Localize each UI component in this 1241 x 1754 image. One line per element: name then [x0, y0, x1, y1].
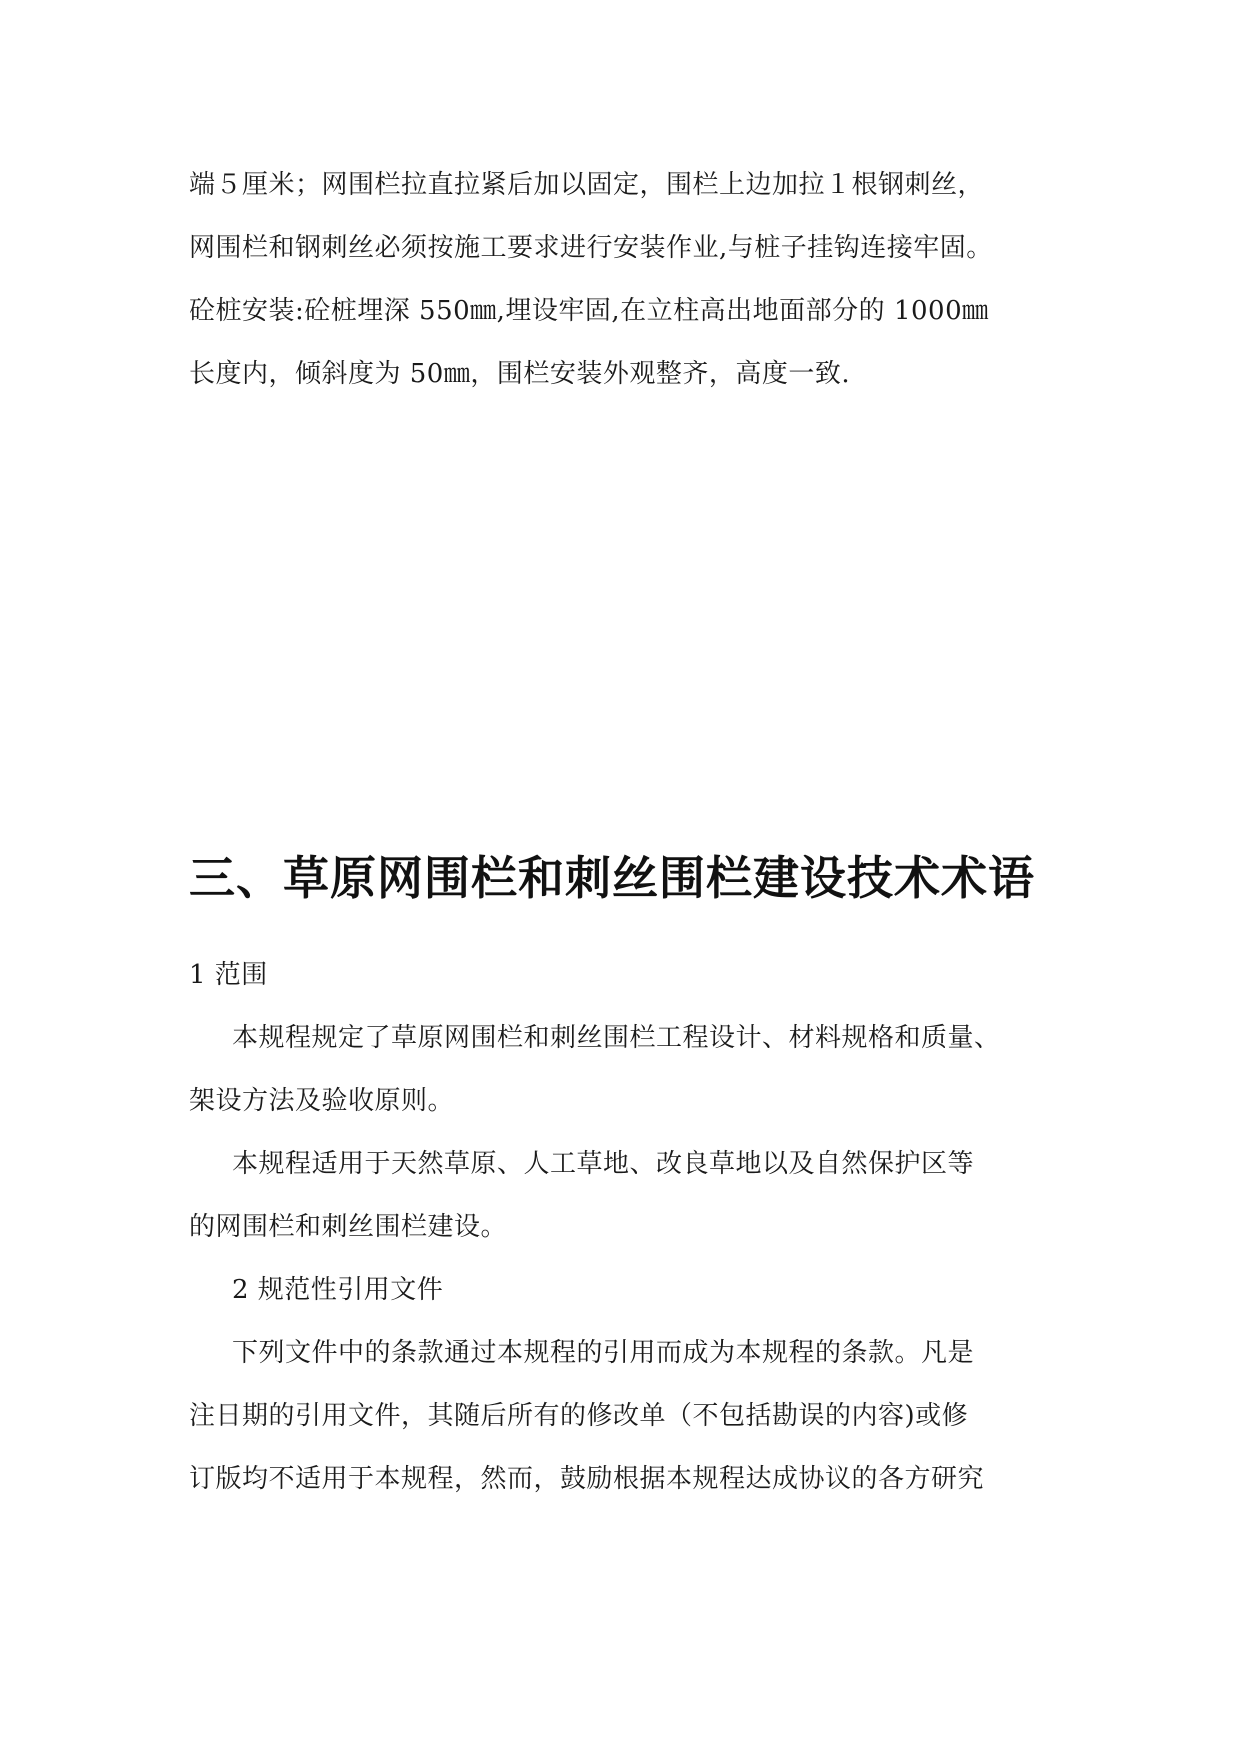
scope-paragraph-line: 本规程适用于天然草原、人工草地、改良草地以及自然保护区等	[232, 1149, 975, 1179]
scope-title: 1 范围	[189, 960, 268, 990]
references-title: 2 规范性引用文件	[232, 1275, 444, 1305]
scope-paragraph-line: 的网围栏和刺丝围栏建设。	[189, 1212, 508, 1242]
section-heading: 三、草原网围栏和刺丝围栏建设技术术语	[189, 851, 1035, 905]
paragraph-line: 长度内，倾斜度为 50㎜，围栏安装外观整齐，高度一致.	[189, 359, 851, 389]
references-paragraph-line: 下列文件中的条款通过本规程的引用而成为本规程的条款。凡是	[232, 1338, 975, 1368]
paragraph-line: 端５厘米；网围栏拉直拉紧后加以固定，围栏上边加拉１根钢刺丝，	[189, 170, 985, 200]
references-paragraph-line: 订版均不适用于本规程，然而，鼓励根据本规程达成协议的各方研究	[189, 1464, 985, 1494]
paragraph-line: 砼桩安装:砼桩埋深 550㎜,埋设牢固,在立柱高出地面部分的 1000㎜	[189, 296, 989, 326]
paragraph-line: 网围栏和钢刺丝必须按施工要求进行安装作业,与桩子挂钩连接牢固。	[189, 233, 993, 263]
scope-paragraph-line: 架设方法及验收原则。	[189, 1086, 455, 1116]
scope-paragraph-line: 本规程规定了草原网围栏和刺丝围栏工程设计、材料规格和质量、	[232, 1023, 1001, 1053]
references-paragraph-line: 注日期的引用文件，其随后所有的修改单（不包括勘误的内容)或修	[189, 1401, 969, 1431]
